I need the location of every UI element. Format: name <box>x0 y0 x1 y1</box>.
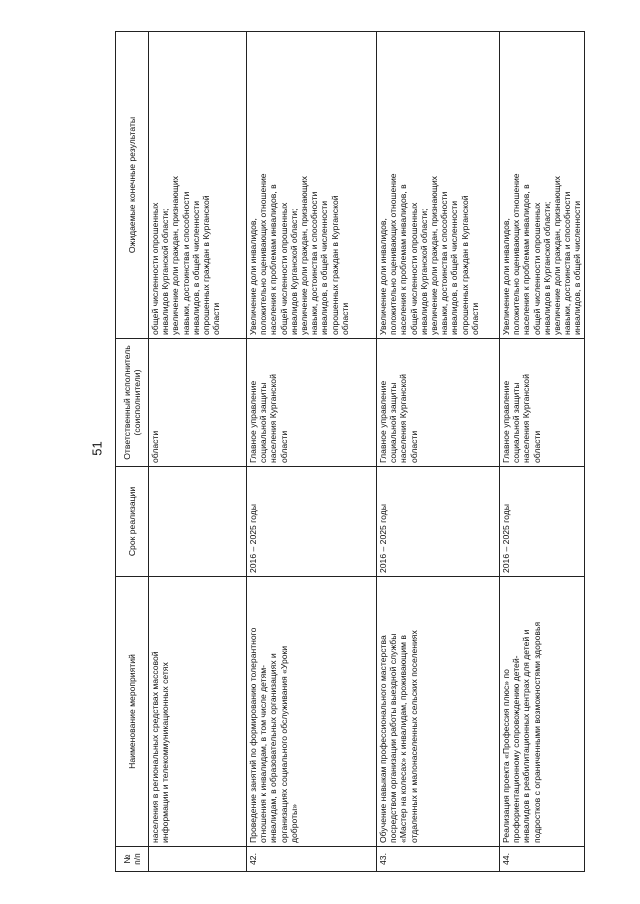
header-measure-name: Наименование мероприятий <box>116 577 149 847</box>
row-measure-name: населения в региональных средствах массовой информации и телекоммуникационных сетях <box>149 577 247 847</box>
row-results: Увеличение доли инвалидов, положительно оценивающих отношение населения к проблемам инвалидов, в общей численности опрошенных инвалидов Курганской области; увеличение доли граждан, признающих навыки, достоинства и способности инвалидов, в общей численности опрошенных граждан в Курганской области <box>377 32 500 339</box>
row-measure-name: Проведение занятий по формированию толерантного отношения к инвалидам, в том числе детям- инвалидам, в образовательных организациях и организациях социального обслуживания «Уроки доброты» <box>247 577 377 847</box>
table-row <box>377 32 500 872</box>
row-number: 43. <box>377 847 500 872</box>
page-number: 51 <box>89 441 105 456</box>
row-results: общей численности опрошенных инвалидов Курганской области; увеличение доли граждан, признающих навыки, достоинства и способности инвалидов, в общей численности опрошенных граждан в Курганской области <box>149 32 247 339</box>
row-term: 2016 – 2025 годы <box>377 467 500 577</box>
row-number <box>149 847 247 872</box>
table-header-row <box>116 32 149 872</box>
row-term <box>149 467 247 577</box>
header-results: Ожидаемые конечные результаты <box>116 32 149 339</box>
measures-table-container <box>115 32 583 872</box>
row-executor: Главное управление социальной защиты населения Курганской области <box>500 339 585 467</box>
row-executor: Главное управление социальной защиты населения Курганской области <box>247 339 377 467</box>
row-term: 2016 – 2025 годы <box>500 467 585 577</box>
row-executor: области <box>149 339 247 467</box>
row-number: 42. <box>247 847 377 872</box>
row-results: Увеличение доли инвалидов, положительно оценивающих отношение населения к проблемам инвалидов, в общей численности опрошенных инвалидов в Курганской области; увеличение доли граждан, признающих навыки, достоинства и способности инвалидов, в общей численности <box>500 32 585 339</box>
table-row <box>500 32 585 872</box>
row-results: Увеличение доли инвалидов, положительно оценивающих отношение населения к проблемам инвалидов, в общей численности опрошенных инвалидов Курганской области; увеличение доли граждан, признающих навыки, достоинства и способности инвалидов, в общей численности опрошенных граждан в Курганской области <box>247 32 377 339</box>
measures-table <box>115 31 585 872</box>
row-measure-name: Обучение навыкам профессионального мастерства посредством организации работы выездной службы «Мастер на колесах» к инвалидам, проживающим в отдаленных и малонаселенных сельских поселениях <box>377 577 500 847</box>
table-row <box>247 32 377 872</box>
row-executor: Главное управление социальной защиты населения Курганской области <box>377 339 500 467</box>
table-row <box>149 32 247 872</box>
row-measure-name: Реализация проекта «Профессия плюс» по профориентационному сопровождению детей- инвалидов в реабилитационных центрах для детей и подростков с ограниченными возможностями здоровья <box>500 577 585 847</box>
header-term: Срок реализации <box>116 467 149 577</box>
row-term: 2016 – 2025 годы <box>247 467 377 577</box>
header-number: № п/п <box>116 847 149 872</box>
header-executor: Ответственный исполнитель (соисполнители) <box>116 339 149 467</box>
row-number: 44. <box>500 847 585 872</box>
